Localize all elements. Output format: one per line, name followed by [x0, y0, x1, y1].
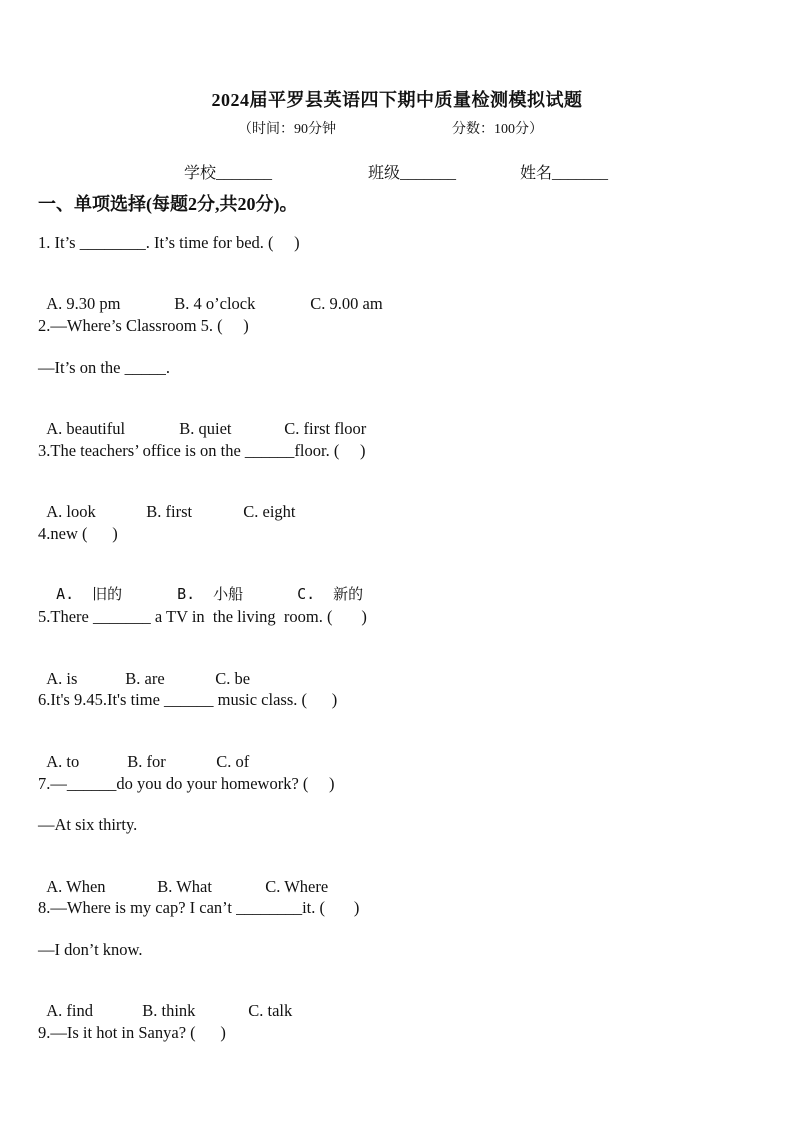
option-b: B. quiet [179, 419, 232, 438]
option-b: B. for [127, 752, 166, 771]
option-a: A. 旧的 [56, 585, 123, 603]
name-field: 姓名_______ [520, 165, 609, 182]
school-field: 学校_______ [184, 165, 273, 182]
option-b: B. first [146, 502, 193, 521]
question-9-stem: 9.—Is it hot in Sanya? ( ) [38, 1023, 226, 1042]
option-b: B. think [142, 1001, 196, 1020]
question-1-stem: 1. It’s ________. It’s time for bed. ( ) [38, 233, 300, 252]
option-c: C. talk [248, 1001, 293, 1020]
question-2-options [38, 399, 366, 439]
option-a: A. find [46, 1001, 93, 1020]
question-5-options [38, 649, 250, 689]
question-8-line2: —I don’t know. [38, 940, 143, 959]
question-8-options [38, 981, 292, 1021]
option-c: C. of [216, 752, 250, 771]
option-c: C. first floor [284, 419, 367, 438]
page-title: 2024届平罗县英语四下期中质量检测模拟试题 [211, 90, 583, 110]
option-a: A. look [46, 502, 96, 521]
question-2-stem: 2.—Where’s Classroom 5. ( ) [38, 316, 249, 335]
option-b: B. 4 o’clock [174, 294, 256, 313]
option-a: A. to [46, 752, 80, 771]
option-a: A. beautiful [46, 419, 126, 438]
question-3-options [38, 482, 296, 522]
option-a: A. When [46, 877, 106, 896]
question-7-options [38, 857, 328, 897]
exam-time: （时间：90分钟 [238, 122, 336, 137]
question-5-stem: 5.There _______ a TV in the living room. ( ) [38, 607, 367, 626]
question-4-stem: 4.new ( ) [38, 524, 118, 543]
exam-score: 分数：100分） [452, 122, 543, 137]
question-8-stem: 8.—Where is my cap? I can’t ________it. ( ) [38, 898, 360, 917]
option-c: C. be [215, 669, 251, 688]
option-b: B. What [157, 877, 212, 896]
option-b: B. are [125, 669, 165, 688]
question-6-stem: 6.It's 9.45.It's time ______ music class. ( ) [38, 690, 338, 709]
option-b: B. 小船 [177, 585, 244, 603]
class-field: 班级_______ [368, 165, 457, 182]
option-c: C. Where [265, 877, 329, 896]
question-7-stem: 7.—______do you do your homework? ( ) [38, 774, 335, 793]
question-4-options [38, 565, 363, 604]
option-c: C. 9.00 am [310, 294, 383, 313]
question-6-options [38, 732, 249, 772]
question-1-options [38, 274, 383, 314]
option-a: A. 9.30 pm [46, 294, 121, 313]
question-2-line2: —It’s on the _____. [38, 358, 170, 377]
question-7-line2: —At six thirty. [38, 815, 138, 834]
question-3-stem: 3.The teachers’ office is on the ______floor. ( ) [38, 441, 366, 460]
section-heading: 一、单项选择(每题2分,共20分)。 [38, 194, 298, 214]
option-a: A. is [46, 669, 78, 688]
option-c: C. 新的 [297, 585, 364, 603]
option-c: C. eight [243, 502, 296, 521]
